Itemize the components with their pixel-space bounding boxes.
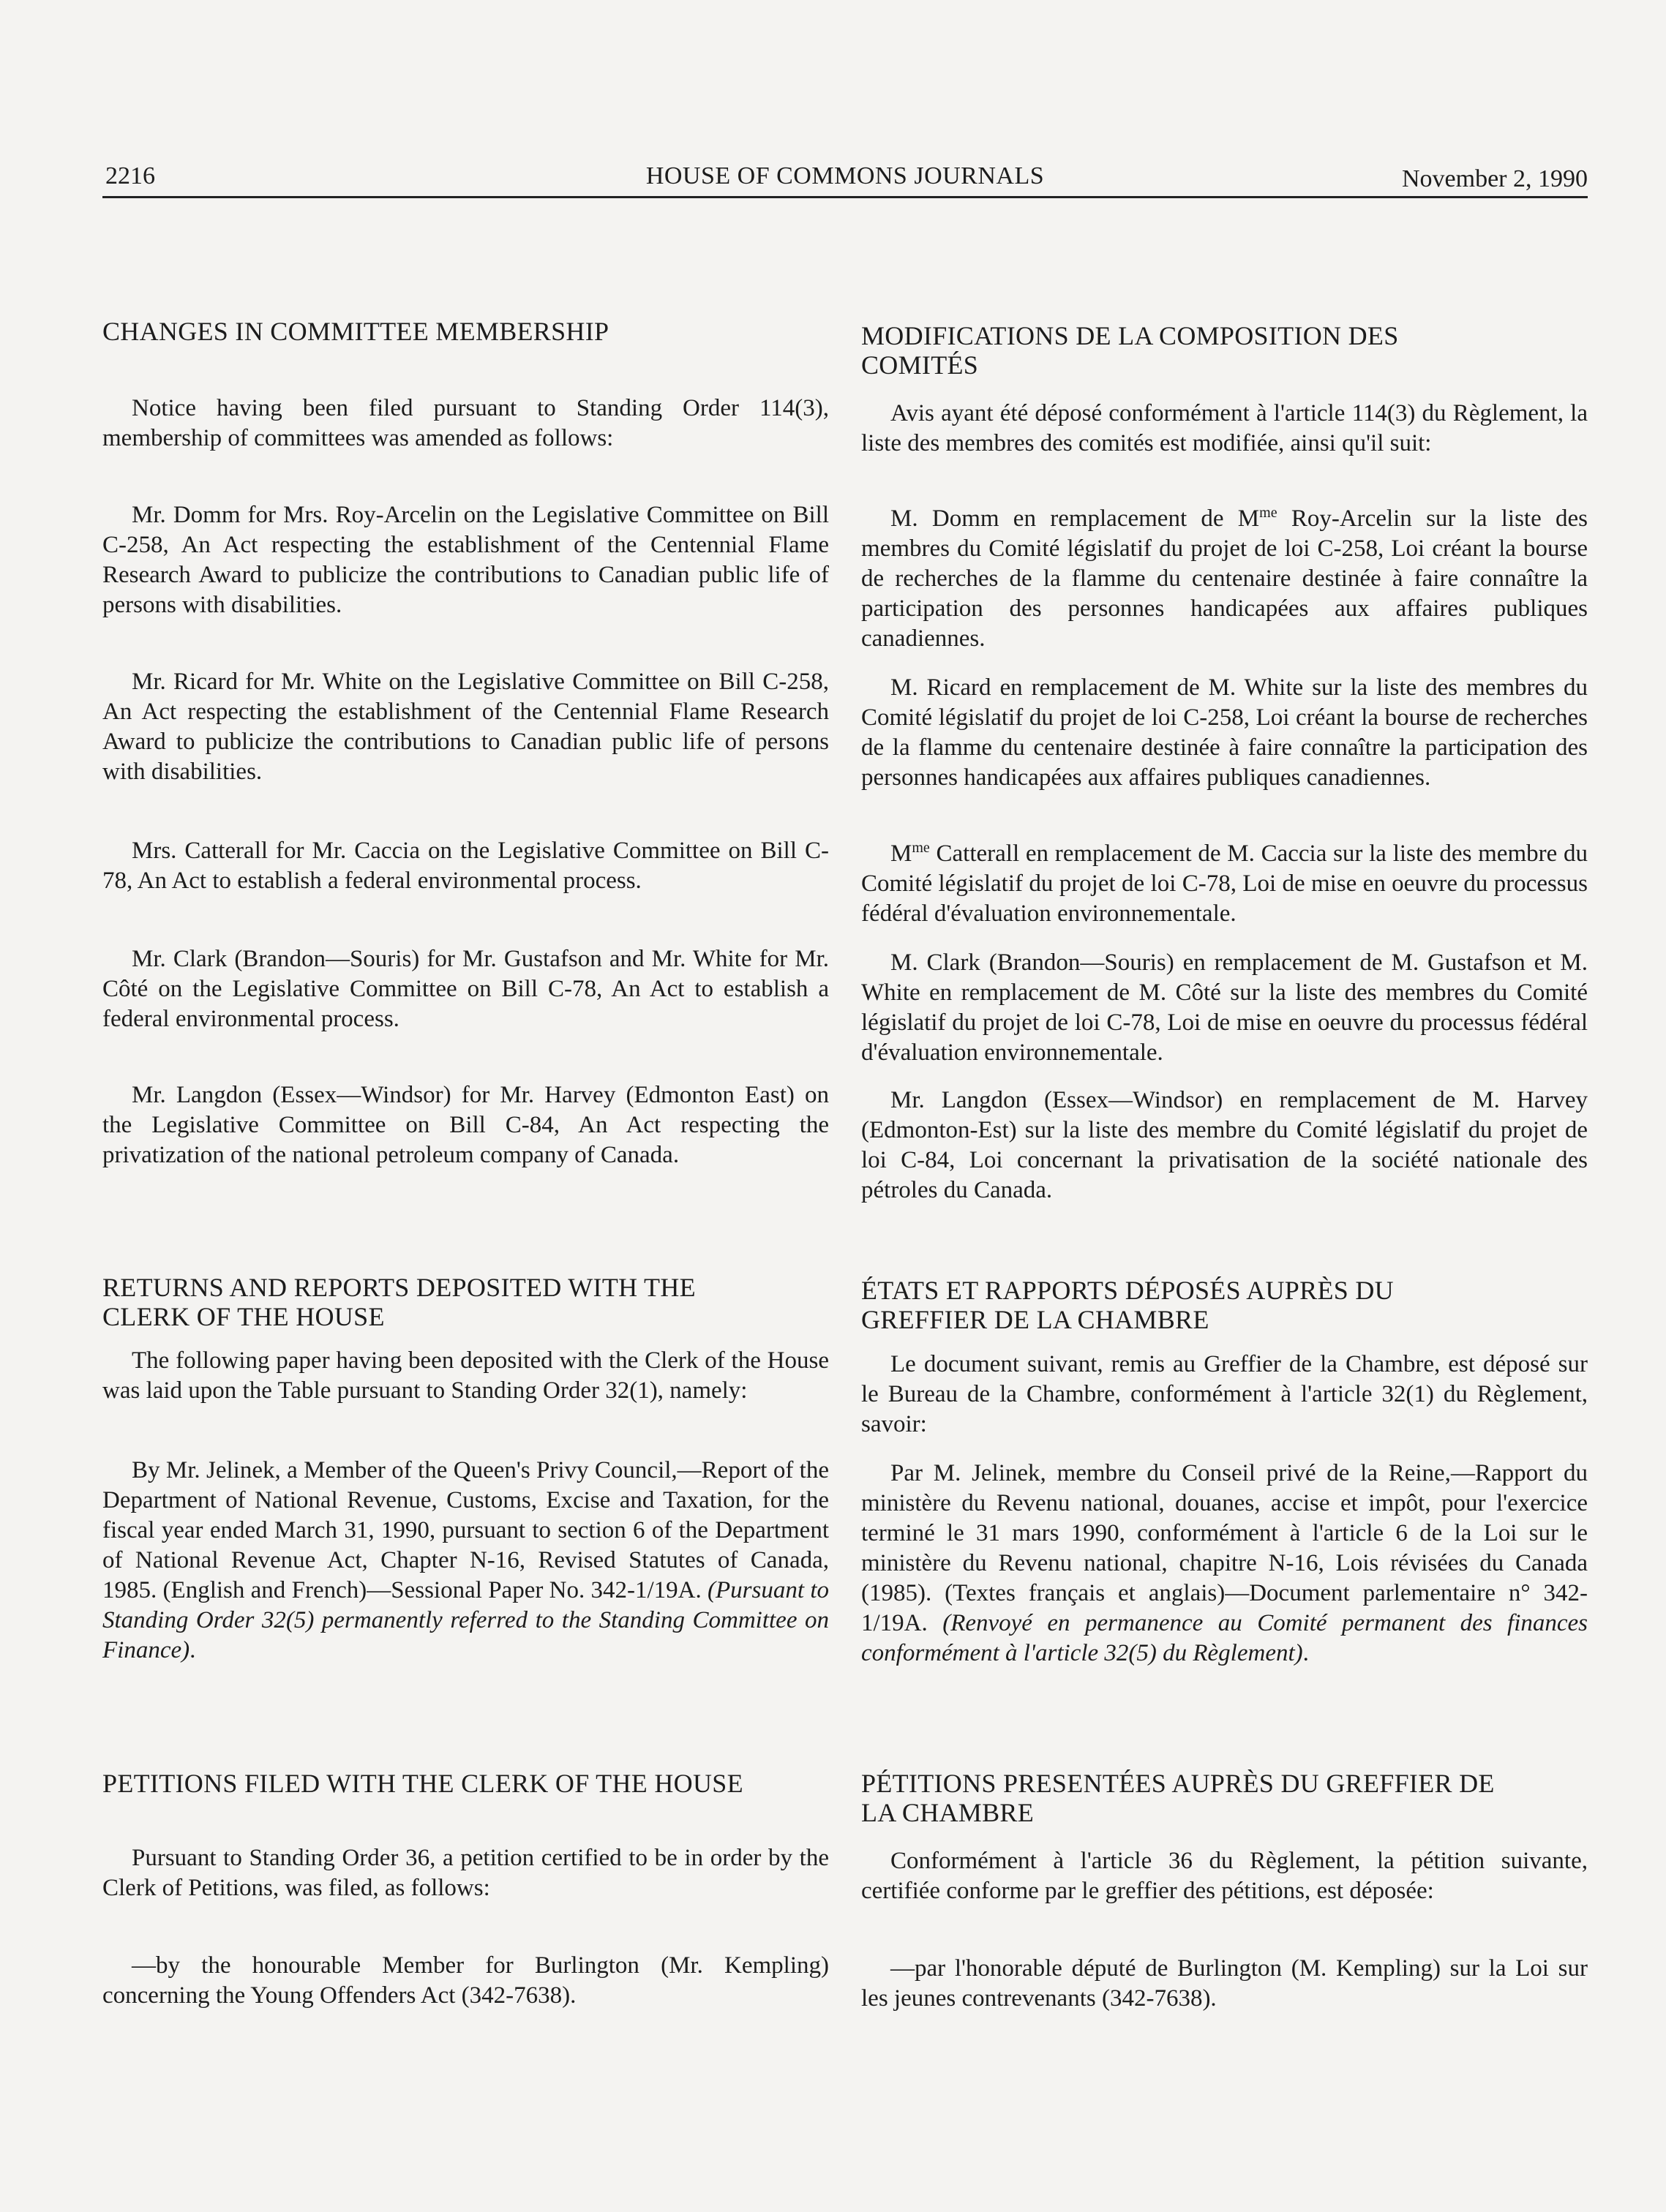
paragraph: Mr. Langdon (Essex—Windsor) en remplacement de M. Harvey (Edmonton-Est) sur la liste des membre du Comité législatif du projet de loi C-84, Loi concernant la privatisation de la société nationale des pétroles du Canada. xyxy=(861,1087,1588,1203)
returns-heading-fr xyxy=(861,1276,1588,1334)
returns-item-en xyxy=(102,1456,829,1666)
returns-item-referral: (Renvoyé en permanence au Comité permanent des finances conformément à l'article 32(5) du Règlement) xyxy=(861,1610,1588,1666)
committee-item-fr-5 xyxy=(861,1086,1588,1205)
returns-intro-en xyxy=(102,1346,829,1406)
committee-item-en-3 xyxy=(102,836,829,896)
paragraph: Pursuant to Standing Order 36, a petition certified to be in order by the Clerk of Petitions, was filed, as follows: xyxy=(102,1845,829,1901)
returns-intro-fr xyxy=(861,1350,1588,1440)
text-part: Catterall en remplacement de M. Caccia sur la liste des membre du Comité législatif du projet de loi C-78, Loi de mise en oeuvre du processus fédéral d'évaluation environnementale. xyxy=(861,840,1588,927)
petitions-heading-en xyxy=(102,1769,829,1798)
paragraph xyxy=(861,1459,1588,1669)
paragraph: Mr. Domm for Mrs. Roy-Arcelin on the Legislative Committee on Bill C-258, An Act respecting the establishment of the Centennial Flame Research Award to publicize the contributions to Canadian public life of persons with disabilities. xyxy=(102,502,829,618)
section-heading-line2: LA CHAMBRE xyxy=(861,1798,1035,1827)
paragraph: M. Clark (Brandon—Souris) en remplacement de M. Gustafson et M. White en remplacement de M. Côté sur la liste des membres du Comité législatif du projet de loi C-78, Loi de mise en oeuvre du processus fédéral d'évaluation environnementale. xyxy=(861,949,1588,1066)
committee-heading-fr xyxy=(861,321,1588,380)
text-part: M. Domm en remplacement de M xyxy=(890,505,1260,532)
paragraph: The following paper having been deposited with the Clerk of the House was laid upon the Table pursuant to Standing Order 32(1), namely: xyxy=(102,1347,829,1404)
superscript: me xyxy=(912,840,930,856)
paragraph xyxy=(861,839,1588,929)
section-heading-line1: ÉTATS ET RAPPORTS DÉPOSÉS AUPRÈS DU xyxy=(861,1276,1394,1305)
paragraph xyxy=(861,504,1588,654)
paragraph: Avis ayant été déposé conformément à l'article 114(3) du Règlement, la liste des membres des comités est modifiée, ainsi qu'il suit: xyxy=(861,400,1588,456)
paragraph: Mrs. Catterall for Mr. Caccia on the Legislative Committee on Bill C-78, An Act to establish a federal environmental process. xyxy=(102,838,829,894)
page-number: 2216 xyxy=(105,162,155,189)
text-part: Roy-Arcelin sur la liste des membres du Comité législatif du projet de loi C-258, Loi créant la bourse de recherches de la flamme du centenaire destinée à faire connaître la participation des personnes handicapées aux affaires publiques canadiennes. xyxy=(861,505,1588,652)
section-heading-line1: RETURNS AND REPORTS DEPOSITED WITH THE xyxy=(102,1273,696,1302)
section-heading-line2: GREFFIER DE LA CHAMBRE xyxy=(861,1305,1209,1334)
petitions-item-en xyxy=(102,1951,829,2011)
petitions-item-fr xyxy=(861,1954,1588,2014)
section-heading-line2: COMITÉS xyxy=(861,350,979,380)
returns-item-referral: (Pursuant to Standing Order 32(5) permanently referred to the Standing Committee on Finance) xyxy=(102,1577,829,1663)
petitions-intro-fr xyxy=(861,1846,1588,1906)
committee-item-en-2 xyxy=(102,667,829,787)
committee-item-fr-1 xyxy=(861,504,1588,654)
petitions-intro-en xyxy=(102,1843,829,1903)
returns-item-text: By Mr. Jelinek, a Member of the Queen's Privy Council,—Report of the Department of National Revenue, Customs, Excise and Taxation, for the fiscal year ended March 31, 1990, pursuant to section 6 of the Department of National Revenue Act, Chapter N-16, Revised Statutes of Canada, 1985. (English and French)—Sessional Paper No. 342-1/19A. xyxy=(102,1457,829,1603)
committee-heading-en xyxy=(102,317,829,346)
committee-item-en-5 xyxy=(102,1080,829,1170)
section-heading: PETITIONS FILED WITH THE CLERK OF THE HOUSE xyxy=(102,1769,743,1798)
committee-item-fr-2 xyxy=(861,673,1588,793)
paragraph: —par l'honorable député de Burlington (M. Kempling) sur la Loi sur les jeunes contrevenants (342-7638). xyxy=(861,1955,1588,2012)
section-heading-line1: PÉTITIONS PRESENTÉES AUPRÈS DU GREFFIER DE xyxy=(861,1769,1495,1798)
journal-date: November 2, 1990 xyxy=(1401,165,1588,192)
paragraph: M. Ricard en remplacement de M. White sur la liste des membres du Comité législatif du projet de loi C-258, Loi créant la bourse de recherches de la flamme du centenaire destinée à faire connaître la participation des personnes handicapées aux affaires publiques canadiennes. xyxy=(861,674,1588,791)
section-heading: CHANGES IN COMMITTEE MEMBERSHIP xyxy=(102,317,609,346)
journal-title: HOUSE OF COMMONS JOURNALS xyxy=(645,162,1045,189)
returns-item-fr xyxy=(861,1459,1588,1669)
period: . xyxy=(190,1637,196,1663)
paragraph: Mr. Clark (Brandon—Souris) for Mr. Gustafson and Mr. White for Mr. Côté on the Legislative Committee on Bill C-78, An Act to establish a federal environmental process. xyxy=(102,946,829,1032)
paragraph: —by the honourable Member for Burlington (Mr. Kempling) concerning the Young Offenders Act (342-7638). xyxy=(102,1952,829,2009)
paragraph: Mr. Ricard for Mr. White on the Legislative Committee on Bill C-258, An Act respecting the establishment of the Centennial Flame Research Award to publicize the contributions to Canadian public life of persons with disabilities. xyxy=(102,669,829,785)
returns-item-text: Par M. Jelinek, membre du Conseil privé de la Reine,—Rapport du ministère du Revenu national, douanes, accise et impôt, pour l'exercice terminé le 31 mars 1990, conformément à l'article 6 de la Loi sur le ministère du Revenu national, chapitre N-16, Lois révisées du Canada (1985). (Textes français et anglais)—Document parlementaire n° 342-1/19A. xyxy=(861,1460,1588,1636)
period: . xyxy=(1302,1640,1309,1666)
page-header xyxy=(102,159,1588,198)
petitions-heading-fr xyxy=(861,1769,1588,1827)
committee-intro-en xyxy=(102,394,829,454)
committee-item-fr-3 xyxy=(861,839,1588,929)
paragraph: Notice having been filed pursuant to Standing Order 114(3), membership of committees was amended as follows: xyxy=(102,395,829,451)
paragraph: Mr. Langdon (Essex—Windsor) for Mr. Harvey (Edmonton East) on the Legislative Committee on Bill C-84, An Act respecting the privatization of the national petroleum company of Canada. xyxy=(102,1082,829,1168)
committee-item-en-4 xyxy=(102,944,829,1034)
section-heading-line1: MODIFICATIONS DE LA COMPOSITION DES xyxy=(861,321,1399,350)
superscript: me xyxy=(1259,505,1277,521)
paragraph xyxy=(102,1456,829,1666)
returns-heading-en xyxy=(102,1273,829,1331)
committee-intro-fr xyxy=(861,399,1588,459)
committee-item-en-1 xyxy=(102,500,829,620)
paragraph: Conformément à l'article 36 du Règlement, la pétition suivante, certifiée conforme par le greffier des pétitions, est déposée: xyxy=(861,1848,1588,1904)
committee-item-fr-4 xyxy=(861,948,1588,1068)
section-heading-line2: CLERK OF THE HOUSE xyxy=(102,1302,385,1331)
text-part: M xyxy=(890,840,912,867)
paragraph: Le document suivant, remis au Greffier de la Chambre, est déposé sur le Bureau de la Chambre, conformément à l'article 32(1) du Règlement, savoir: xyxy=(861,1351,1588,1437)
